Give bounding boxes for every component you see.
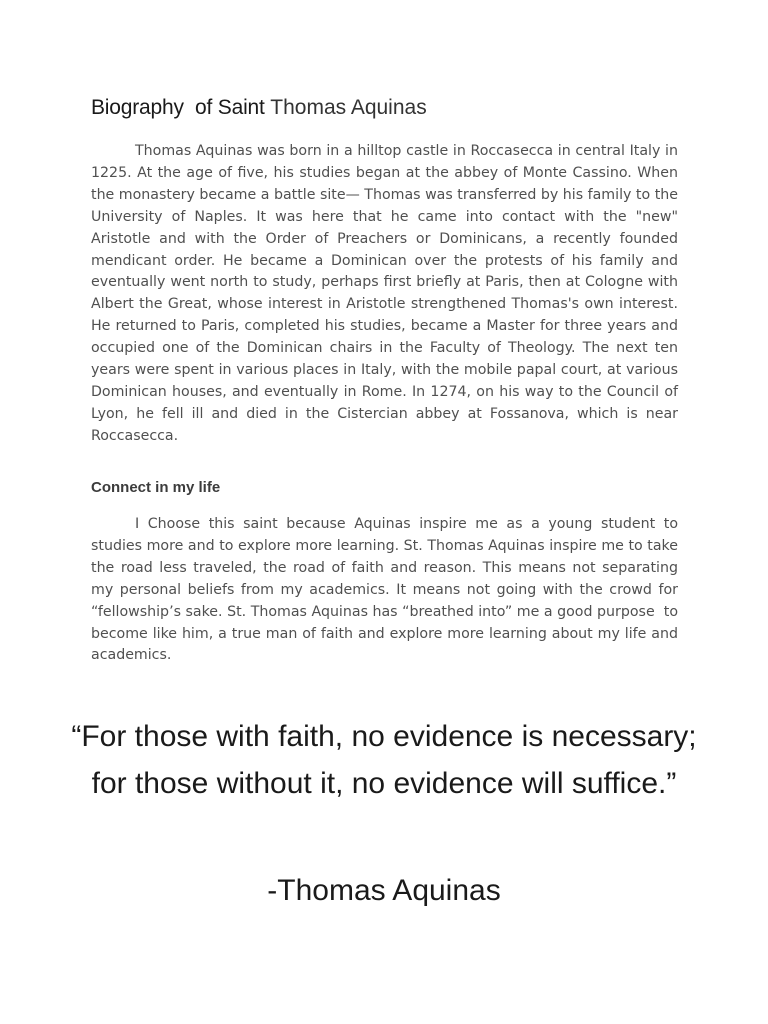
- title-name: Thomas Aquinas: [270, 96, 427, 119]
- connect-paragraph: [91, 514, 683, 667]
- quote-attribution: -Thomas Aquinas: [267, 874, 501, 907]
- connect-heading: Connect in my life: [91, 479, 221, 496]
- biography-paragraph: [91, 141, 678, 448]
- title-lead: Biography of Saint: [91, 96, 271, 119]
- document-title: [91, 93, 427, 123]
- connect-text: I Choose this saint because Aquinas inspire me as a young student to studies more and to explore more learning. St. Thomas Aquinas inspire me to take the road less traveled, the road of faith and reason. This means not separating my personal beliefs from my academics. It means not going with the crowd for “fellowship’s sake. St. Thomas Aquinas has “breathed into” me a good purpose to become like him, a true man of faith and explore more learning about my life and academics.: [91, 516, 683, 664]
- quote: “For those with faith, no evidence is necessary; for those without it, no evidence will suffice.”: [71, 720, 697, 800]
- biography-text: Thomas Aquinas was born in a hilltop castle in Roccasecca in central Italy in 1225. At the age of five, his studies began at the abbey of Monte Cassino. When the monastery became a battle site— Thomas was transferred by his family to the University of Naples. It was here that he came into contact with the "new" Aristotle and with the Order of Preachers or Dominicans, a recently founded mendicant order. He became a Dominican over the protests of his family and eventually went north to study, perhaps first briefly at Paris, then at Cologne with Albert the Great, whose interest in Aristotle strengthened Thomas's own interest. He returned to Paris, completed his studies, became a Master for three years and occupied one of the Dominican chairs in the Faculty of Theology. The next ten years were spent in various places in Italy, with the mobile papal court, at various Dominican houses, and eventually in Rome. In 1274, on his way to the Council of Lyon, he fell ill and died in the Cistercian abbey at Fossanova, which is near Roccasecca.: [91, 143, 678, 444]
